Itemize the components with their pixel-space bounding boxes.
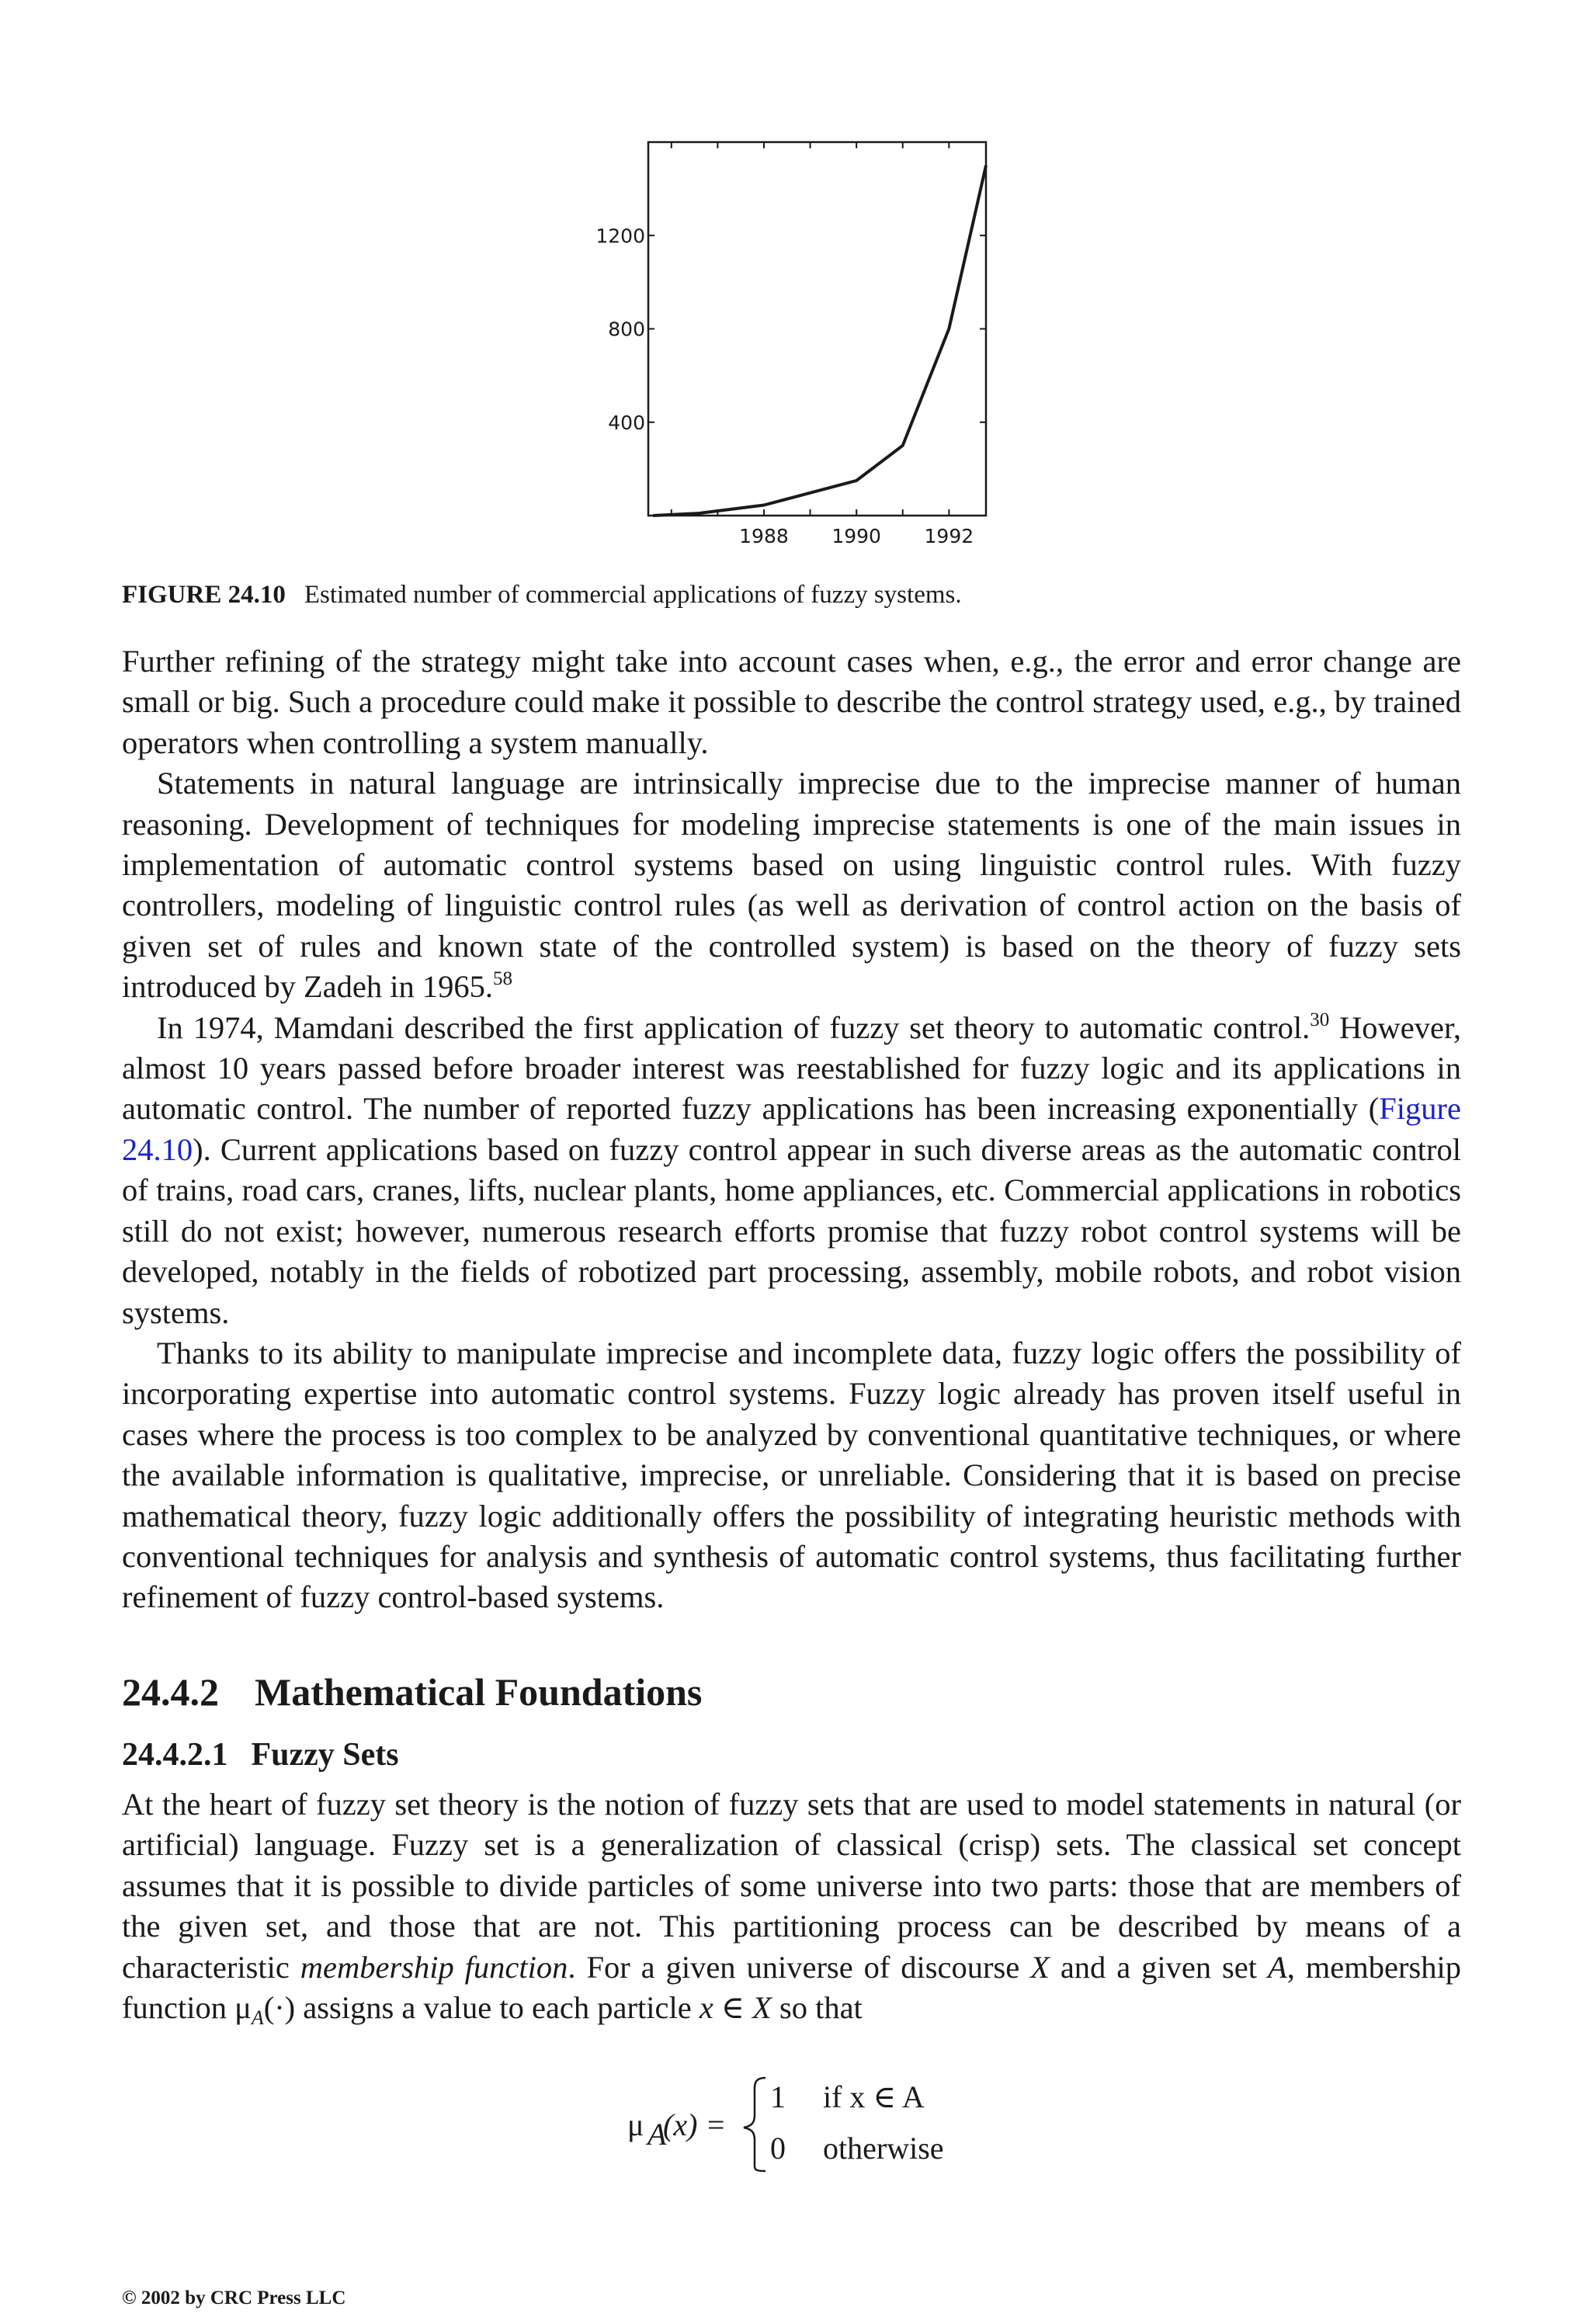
y-tick-label: 400 (608, 411, 645, 434)
membership-equation (621, 2072, 978, 2173)
eq-case1-condition: if x ∈ A (823, 2079, 925, 2114)
axis-ticks (648, 142, 986, 516)
paragraph-2: Statements in natural language are intrinsically imprecise due to the imprecise manner of human reasoning. Development of techniques for modeling imprecise statements is one of the main issues in implementation of automatic control systems based on using linguistic control rules. With fuzzy controllers, modeling of linguistic control rules (as well as derivation of control action on the basis of given set of rules and known state of the controlled system) is based on the theory of fuzzy sets introduced by Zadeh in 1965.58 (122, 766, 1461, 1005)
eq-brace (744, 2078, 765, 2171)
citation-30: 30 (1310, 1009, 1330, 1030)
subsection-heading: 24.4.2.1 Fuzzy Sets (122, 1737, 399, 1773)
eq-lhs-sub: A (647, 2117, 667, 2152)
y-tick-label: 1200 (595, 224, 645, 248)
fuzzy-sets-text (122, 1784, 1461, 2028)
x-tick-label: 1992 (924, 525, 974, 547)
citation-58: 58 (493, 968, 513, 990)
y-tick-label: 800 (608, 318, 645, 341)
fuzzy-applications-chart (575, 132, 1009, 567)
plot-frame (648, 142, 986, 516)
eq-case1-value: 1 (770, 2079, 786, 2114)
eq-case2-condition: otherwise (823, 2131, 944, 2166)
series-line (653, 165, 986, 516)
paragraph-3: In 1974, Mamdani described the first application of fuzzy set theory to automatic control.$^{30}$ However, almost 10 years passed before broader interest was reestablished for fuzzy logic and its applications in automatic control. The number of reported fuzzy applications has been increasing exponentially (Figure 24.10). Current applications based on fuzzy control appear in such diverse areas as the automatic control of trains, road cars, cranes, lifts, nuclear plants, home appliances, etc. Commercial applications in robotics still do not exist; however, numerous research efforts promise that fuzzy robot control systems will be developed, notably in the fields of robotized part processing, assembly, mobile robots, and robot vision systems. (122, 1009, 1461, 1330)
copyright-footer: © 2002 by CRC Press LLC (122, 2288, 346, 2308)
eq-lhs-mu: μ (627, 2107, 644, 2142)
x-tick-label: 1990 (831, 525, 881, 547)
paragraph-4: Thanks to its ability to manipulate imprecise and incomplete data, fuzzy logic offers the possibility of incorporating expertise into automatic control systems. Fuzzy logic already has proven itself useful in cases where the process is too complex to be analyzed by conventional quantitative techniques, or where the available information is qualitative, imprecise, or unreliable. Considering that it is based on precise mathematical theory, fuzzy logic additionally offers the possibility of integrating heuristic methods with conventional techniques for analysis and synthesis of automatic control systems, thus facilitating further refinement of fuzzy control-based systems. (122, 1335, 1461, 1615)
paragraph-5: At the heart of fuzzy set theory is the notion of fuzzy sets that are used to model statements in natural (or artificial) language. Fuzzy set is a generalization of classical (crisp) sets. The classical set concept assumes that it is possible to divide particles of some universe into two parts: those that are members of the given set, and those that are not. This partitioning process can be described by means of a characteristic membership function. For a given universe of discourse X and a given set A, membership function $\mu_A(\cdot)$ assigns a value to each particle x ∈ X so that (122, 1787, 1461, 2030)
section-heading: 24.4.2 Mathematical Foundations (122, 1670, 703, 1714)
figure-link[interactable]: Figure 24.10 (122, 1091, 1461, 1167)
eq-case2-value: 0 (770, 2131, 786, 2166)
body-text (122, 641, 1461, 1618)
figure-caption (122, 581, 962, 610)
x-tick-labels (739, 525, 974, 547)
y-tick-labels (595, 224, 645, 434)
figure-caption-text: Estimated number of commercial applications of fuzzy systems. (304, 581, 962, 609)
paragraph-1: Further refining of the strategy might take into account cases when, e.g., the error and error change are small or big. Such a procedure could make it possible to describe the control strategy used, e.g., by trained operators when controlling a system manually. (122, 644, 1461, 760)
figure-label: FIGURE 24.10 (122, 581, 286, 609)
x-tick-label: 1988 (739, 525, 789, 547)
eq-lhs-rest: (x) = (663, 2107, 727, 2142)
